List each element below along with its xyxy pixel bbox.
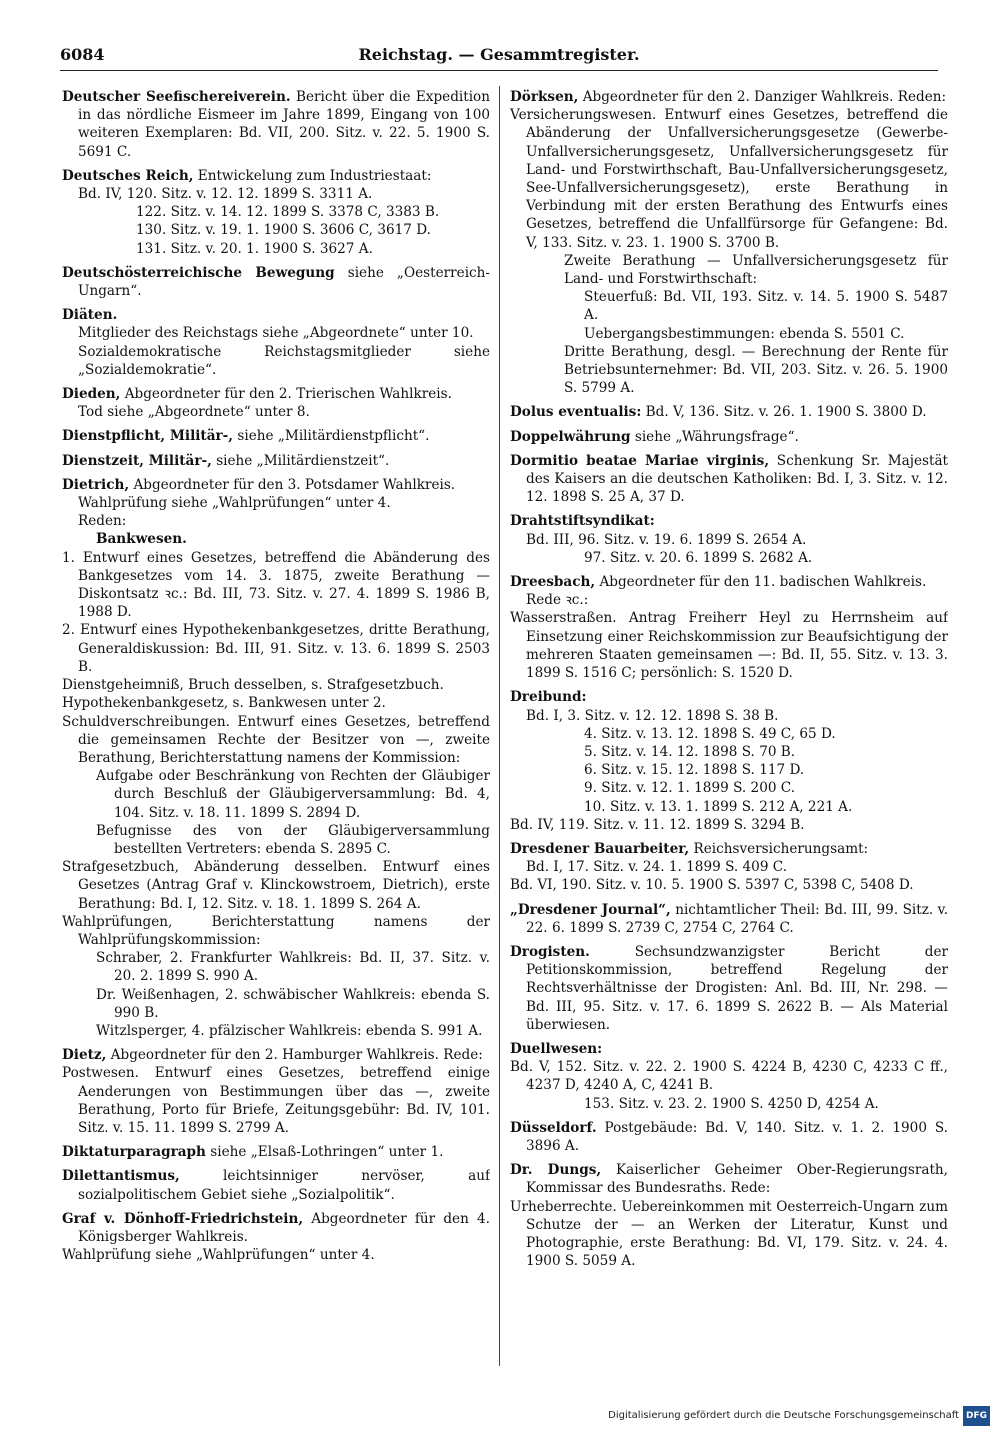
- right-column: [510, 88, 948, 1378]
- entry-line: Witzlsperger, 4. pfälzischer Wahlkreis: ebenda S. 991 A.: [96, 1022, 483, 1039]
- entry-line: Befugnisse des von der Gläubigerversammlung bestellten Vertreters: ebenda S. 2895 C.: [96, 822, 490, 857]
- index-entry: [510, 1161, 948, 1270]
- entry-text: Postgebäude: Bd. V, 140. Sitz. v. 1. 2. 1900 S. 3896 A.: [526, 1119, 948, 1154]
- entry-heading: Dietz,: [62, 1047, 107, 1064]
- entry-heading: Dienstpflicht, Militär-,: [62, 428, 234, 445]
- index-entry: [62, 1167, 490, 1203]
- entry-text: Reichsversicherungsamt:: [693, 840, 869, 857]
- entry-heading: „Dresdener Journal“,: [510, 901, 671, 918]
- left-column: [62, 88, 490, 1378]
- entry-heading: Graf v. Dönhoff-Friedrichstein,: [62, 1210, 304, 1227]
- entry-text: Abgeordneter für den 4. Königsberger Wahlkreis.: [78, 1210, 490, 1245]
- entry-line: Wahlprüfung siehe „Wahlprüfungen“ unter 4.: [62, 1247, 375, 1264]
- digitization-credit: [608, 1406, 990, 1426]
- entry-line: Wahlprüfung siehe „Wahlprüfungen“ unter 4.: [78, 495, 391, 512]
- entry-heading: Diäten.: [62, 307, 118, 324]
- entry-text: Abgeordneter für den 3. Potsdamer Wahlkreis.: [133, 476, 456, 493]
- index-entry: [510, 452, 948, 507]
- entry-line: Mitglieder des Reichstags siehe „Abgeordnete“ unter 10.: [78, 325, 474, 342]
- entry-heading: Doppelwährung: [510, 428, 631, 445]
- entry-line: Wahlprüfungen, Berichterstattung namens der Wahlprüfungskommission:: [62, 913, 490, 948]
- entry-text: Entwickelung zum Industriestaat:: [197, 167, 432, 184]
- entry-heading: Dreesbach,: [510, 574, 596, 591]
- entry-text: siehe „Militärdienstpflicht“.: [237, 428, 430, 445]
- index-entry: [62, 1046, 490, 1137]
- entry-line: Schuldverschreibungen. Entwurf eines Gesetzes, betreffend die gemeinsamen Rechte der Besitzer von —, zweite Berathung, Berichterstattung namens der Kommission:: [62, 713, 490, 766]
- column-divider: [499, 86, 500, 1366]
- entry-text: siehe „Währungsfrage“.: [634, 428, 799, 445]
- entry-text: Kaiserlicher Geheimer Ober-Regierungsrath, Kommissar des Bundesraths. Rede:: [526, 1162, 948, 1197]
- entry-line: Tod siehe „Abgeordnete“ unter 8.: [78, 404, 310, 421]
- entry-line: Bd. IV, 119. Sitz. v. 11. 12. 1899 S. 3294 B.: [510, 816, 805, 833]
- index-entry: [510, 688, 948, 834]
- entry-heading: Dieden,: [62, 386, 121, 403]
- index-entry: [510, 901, 948, 937]
- entry-text: siehe „Militärdienstzeit“.: [216, 452, 390, 469]
- entry-line: Bd. VI, 190. Sitz. v. 10. 5. 1900 S. 5397 C, 5398 C, 5408 D.: [510, 877, 914, 894]
- entry-line: Urheberrechte. Uebereinkommen mit Oesterreich-Ungarn zum Schutze der — an Werken der Literatur, Kunst und Photographie, erste Berathung: Bd. VI, 179. Sitz. v. 24. 4. 1900 S. 5059 A.: [510, 1198, 948, 1270]
- entry-line: Bd. I, 3. Sitz. v. 12. 12. 1898 S. 38 B.: [526, 707, 779, 724]
- entry-text: siehe „Oesterreich-Ungarn“.: [78, 264, 490, 300]
- entry-text: leichtsinniger nervöser, auf sozialpolitischem Gebiet siehe „Sozialpolitik“.: [78, 1168, 490, 1203]
- credit-text: Digitalisierung gefördert durch die Deutsche Forschungsgemeinschaft: [608, 1409, 959, 1421]
- entry-heading: Düsseldorf.: [510, 1119, 597, 1136]
- index-entry: [62, 385, 490, 421]
- entry-line: Hypothekenbankgesetz, s. Bankwesen unter 2.: [62, 695, 386, 712]
- entry-text: Abgeordneter für den 11. badischen Wahlkreis.: [599, 574, 927, 591]
- dfg-logo: DFG: [963, 1406, 990, 1426]
- entry-heading: Dr. Dungs,: [510, 1162, 602, 1179]
- page-number: 6084: [60, 45, 105, 64]
- entry-line: Reden:: [78, 513, 127, 530]
- entry-line: 131. Sitz. v. 20. 1. 1900 S. 3627 A.: [136, 240, 373, 257]
- entry-heading: Drogisten.: [510, 943, 590, 960]
- entry-heading: Deutsches Reich,: [62, 167, 194, 184]
- entry-heading: Deutschösterreichische Bewegung: [62, 264, 335, 281]
- index-entry: [62, 1143, 490, 1161]
- entry-line: 4. Sitz. v. 13. 12. 1898 S. 49 C, 65 D.: [584, 725, 836, 742]
- entry-heading: Deutscher Seefischereiverein.: [62, 89, 291, 105]
- entry-line: 5. Sitz. v. 14. 12. 1898 S. 70 B.: [584, 743, 796, 760]
- entry-line: Bd. III, 96. Sitz. v. 19. 6. 1899 S. 2654 A.: [526, 531, 807, 548]
- entry-subheading: Bankwesen.: [96, 531, 187, 548]
- entry-heading: Dörksen,: [510, 89, 579, 105]
- entry-line: Sozialdemokratische Reichstagsmitglieder siehe „Sozialdemokratie“.: [78, 343, 490, 378]
- entry-text: Sechsundzwanzigster Bericht der Petitionskommission, betreffend Regelung der Rechtsverhältnisse der Drogisten: Anl. Bd. III, Nr. 298. — Bd. III, 95. Sitz. v. 17. 6. 1899 S. 2622 B. — Als Material überwiesen.: [526, 943, 948, 1033]
- index-entry: [510, 1119, 948, 1155]
- index-entry: [62, 452, 490, 470]
- entry-line: Bd. V, 152. Sitz. v. 22. 2. 1900 S. 4224 B, 4230 C, 4233 C ff., 4237 D, 4240 A, C, 4241 B.: [510, 1059, 948, 1094]
- entry-text: siehe „Elsaß-Lothringen“ unter 1.: [210, 1144, 444, 1161]
- index-entry: [62, 306, 490, 379]
- entry-line: 153. Sitz. v. 23. 2. 1900 S. 4250 D, 4254 A.: [584, 1095, 879, 1112]
- entry-line: Uebergangsbestimmungen: ebenda S. 5501 C.: [584, 325, 905, 342]
- entry-line: Versicherungswesen. Entwurf eines Gesetzes, betreffend die Abänderung der Unfallversicherungsgesetze (Gewerbe-Unfallversicherungsgesetz, Unfallversicherungsgesetz für Land- und Forstwirthschaft, Bau-Unfallversicherungsgesetz, See-Unfallversicherungsgesetz), erste Berathung in Verbindung mit der ersten Berathung des Entwurfs eines Gesetzes, betreffend die Unfallfürsorge für Gefangene: Bd. V, 133. Sitz. v. 23. 1. 1900 S. 3700 B.: [510, 107, 948, 251]
- entry-line: 10. Sitz. v. 13. 1. 1899 S. 212 A, 221 A.: [584, 798, 853, 815]
- entry-text: nichtamtlicher Theil: Bd. III, 99. Sitz. v. 22. 6. 1899 S. 2739 C, 2754 C, 2764 C.: [526, 901, 948, 936]
- entry-heading: Dreibund:: [510, 689, 587, 706]
- entry-heading: Dolus eventualis:: [510, 404, 642, 421]
- entry-line: Steuerfuß: Bd. VII, 193. Sitz. v. 14. 5. 1900 S. 5487 A.: [584, 289, 948, 324]
- index-entry: [510, 403, 948, 421]
- entry-heading: Drahtstiftsyndikat:: [510, 513, 655, 530]
- entry-heading: Dilettantismus,: [62, 1168, 180, 1185]
- index-entry: [510, 88, 948, 397]
- entry-line: 130. Sitz. v. 19. 1. 1900 S. 3606 C, 3617 D.: [136, 222, 431, 239]
- entry-line: Wasserstraßen. Antrag Freiherr Heyl zu Herrnsheim auf Einsetzung einer Reichskommission zur Beaufsichtigung der mehreren Staaten gemeinsamen —: Bd. II, 55. Sitz. v. 13. 3. 1899 S. 1516 C; persönlich: S. 1520 D.: [510, 610, 948, 682]
- entry-line: Postwesen. Entwurf eines Gesetzes, betreffend einige Aenderungen von Bestimmungen über das —, zweite Berathung, Porto für Briefe, Zeitungsgebühr: Bd. IV, 101. Sitz. v. 15. 11. 1899 S. 2799 A.: [62, 1065, 490, 1136]
- entry-heading: Diktaturparagraph: [62, 1144, 206, 1161]
- entry-line: Aufgabe oder Beschränkung von Rechten der Gläubiger durch Beschluß der Gläubigerversammlung: Bd. 4, 104. Sitz. v. 18. 11. 1899 S. 2894 D.: [96, 768, 490, 821]
- entry-line: Rede ꝛc.:: [526, 592, 589, 609]
- index-entry: [510, 512, 948, 567]
- entry-line: Dienstgeheimniß, Bruch desselben, s. Strafgesetzbuch.: [62, 677, 444, 694]
- entry-line: 122. Sitz. v. 14. 12. 1899 S. 3378 C, 3383 B.: [136, 204, 440, 221]
- entry-heading: Dresdener Bauarbeiter,: [510, 840, 690, 857]
- entry-text: Schenkung Sr. Majestät des Kaisers an die deutschen Katholiken: Bd. I, 3. Sitz. v. 12. 12. 1898 S. 25 A, 37 D.: [526, 452, 948, 506]
- entry-line: Strafgesetzbuch, Abänderung desselben. Entwurf eines Gesetzes (Antrag Graf v. Klinckowstroem, Dietrich), erste Berathung: Bd. I, 12. Sitz. v. 18. 1. 1899 S. 264 A.: [62, 859, 490, 912]
- entry-heading: Dormitio beatae Mariae virginis,: [510, 452, 770, 469]
- entry-line: Dr. Weißenhagen, 2. schwäbischer Wahlkreis: ebenda S. 990 B.: [96, 986, 490, 1021]
- index-entry: [510, 428, 948, 446]
- entry-line: Dritte Berathung, desgl. — Berechnung der Rente für Betriebsunternehmer: Bd. VII, 203. Sitz. v. 26. 5. 1900 S. 5799 A.: [564, 343, 948, 397]
- running-title: Reichstag. — Gesammtregister.: [358, 45, 640, 64]
- index-entry: [62, 427, 490, 445]
- entry-heading: Duellwesen:: [510, 1040, 603, 1057]
- index-entry: [510, 840, 948, 895]
- index-entry: [510, 1040, 948, 1113]
- entry-line: 9. Sitz. v. 12. 1. 1899 S. 200 C.: [584, 780, 796, 797]
- entry-text: Abgeordneter für den 2. Danziger Wahlkreis. Reden:: [582, 89, 947, 105]
- entry-line: 2. Entwurf eines Hypothekenbankgesetzes, dritte Berathung, Generaldiskussion: Bd. III, 91. Sitz. v. 13. 6. 1899 S. 2503 B.: [62, 622, 490, 675]
- index-entry: [510, 943, 948, 1034]
- entry-line: 1. Entwurf eines Gesetzes, betreffend die Abänderung des Bankgesetzes vom 14. 3. 1875, zweite Berathung — Diskontsatz ꝛc.: Bd. III, 73. Sitz. v. 27. 4. 1899 S. 1986 B, 1988 D.: [62, 549, 490, 621]
- entry-line: Schraber, 2. Frankfurter Wahlkreis: Bd. II, 37. Sitz. v. 20. 2. 1899 S. 990 A.: [96, 950, 490, 985]
- entry-line: Bd. IV, 120. Sitz. v. 12. 12. 1899 S. 3311 A.: [78, 186, 373, 203]
- entry-text: Abgeordneter für den 2. Hamburger Wahlkreis. Rede:: [110, 1047, 483, 1064]
- entry-text: Bd. V, 136. Sitz. v. 26. 1. 1900 S. 3800 D.: [645, 404, 927, 421]
- page-header: [60, 44, 938, 71]
- entry-text: Bericht über die Expedition in das nördliche Eismeer im Jahre 1899, Eingang von 100 weiteren Exemplaren: Bd. VII, 200. Sitz. v. 22. 5. 1900 S. 5691 C.: [78, 89, 490, 160]
- entry-line: Bd. I, 17. Sitz. v. 24. 1. 1899 S. 409 C.: [526, 859, 788, 876]
- entry-line: 97. Sitz. v. 20. 6. 1899 S. 2682 A.: [584, 549, 813, 566]
- entry-heading: Dienstzeit, Militär-,: [62, 452, 212, 469]
- entry-text: Abgeordneter für den 2. Trierischen Wahlkreis.: [124, 386, 452, 403]
- index-entry: [62, 264, 490, 300]
- entry-line: Zweite Berathung — Unfallversicherungsgesetz für Land- und Forstwirthschaft:: [564, 252, 948, 288]
- index-entry: [62, 476, 490, 1040]
- index-entry: [62, 1210, 490, 1265]
- entry-line: 6. Sitz. v. 15. 12. 1898 S. 117 D.: [584, 762, 805, 779]
- index-entry: [510, 573, 948, 682]
- index-entry: [62, 88, 490, 161]
- entry-heading: Dietrich,: [62, 476, 130, 493]
- index-entry: [62, 167, 490, 258]
